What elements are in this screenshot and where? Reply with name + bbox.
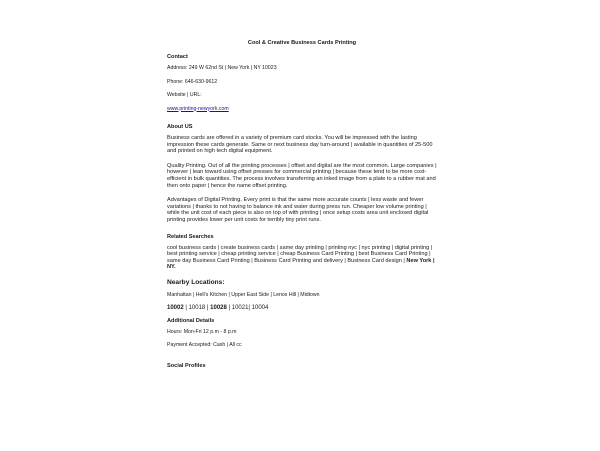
about-paragraph-1: Business cards are offered in a variety of premium card stocks. You will be impressed with the lasting impression these cards generate. Same or next business day turn-around | available in quantities of 25-500 and printed on high tech digital equipment. <box>167 135 433 155</box>
website-link[interactable]: www.printing-newyork.com <box>167 105 229 112</box>
related-searches: cool business cards | create business cards | same day printing | printing nyc | nyc printing | digital printing | best printing service | cheap printing service | cheap Business Card Printing | best Business Card Printing | same day Business Card Printing | Business Card Printing and delivery | Business Card design | <box>167 244 433 264</box>
nearby-heading: Nearby Locations: <box>167 278 225 286</box>
contact-address: Address: 249 W 62nd St | New York | NY 10023 <box>167 65 277 71</box>
page-title: Cool & Creative Business Cards Printing <box>247 40 357 46</box>
details-heading: Additional Details <box>167 317 215 324</box>
zip-sep: | 10018 | <box>183 304 211 311</box>
website-link-line <box>167 106 437 113</box>
zip-2: 10028 <box>210 304 227 311</box>
about-paragraph-2: Quality Printing. Out of all the printing processes | offset and digital are the most common. Large companies | however | lean toward using offset presses for commercial printing | because these tend to be more cost-efficient in bulk quantities. The process involves transferring an inked image from a plate to a rubber mat and then onto paper | hence the name offset printing. <box>167 162 437 189</box>
details-hours: Hours: Mon-Fri 12 p.m - 8 p.m <box>167 328 237 335</box>
nearby-zips <box>167 305 437 311</box>
zip-1: 10002 <box>167 304 184 311</box>
about-paragraph-3: Advantages of Digital Printing. Every print is that the same more accurate counts | less waste and fewer variations | thanks to not having to balance ink and water during press run. Cheaper low volume printing | while the unit cost of each piece is also on top of with printing | once setup costs area unit enclosed digital printing provides lower per unit costs for terribly tiny print runs. <box>167 197 429 223</box>
about-heading: About US <box>167 124 193 130</box>
related-heading: Related Searches <box>167 233 214 240</box>
document-page <box>167 40 437 374</box>
contact-phone: Phone: 646-630-9612 <box>167 78 218 85</box>
social-heading: Social Profiles <box>167 362 206 369</box>
zip-rest: | 10021| 10004 <box>226 304 269 311</box>
nearby-areas: Manhattan | Hell's Kitchen | Upper East Side | Lenox Hill | Midtown <box>167 291 320 298</box>
related-searches-text <box>167 245 437 271</box>
contact-website-label: Website | URL: <box>167 92 202 98</box>
details-payment: Payment Accepted: Cash | All cc <box>167 342 242 349</box>
related-location: New York | NY. <box>167 257 435 271</box>
contact-heading: Contact <box>167 54 188 60</box>
